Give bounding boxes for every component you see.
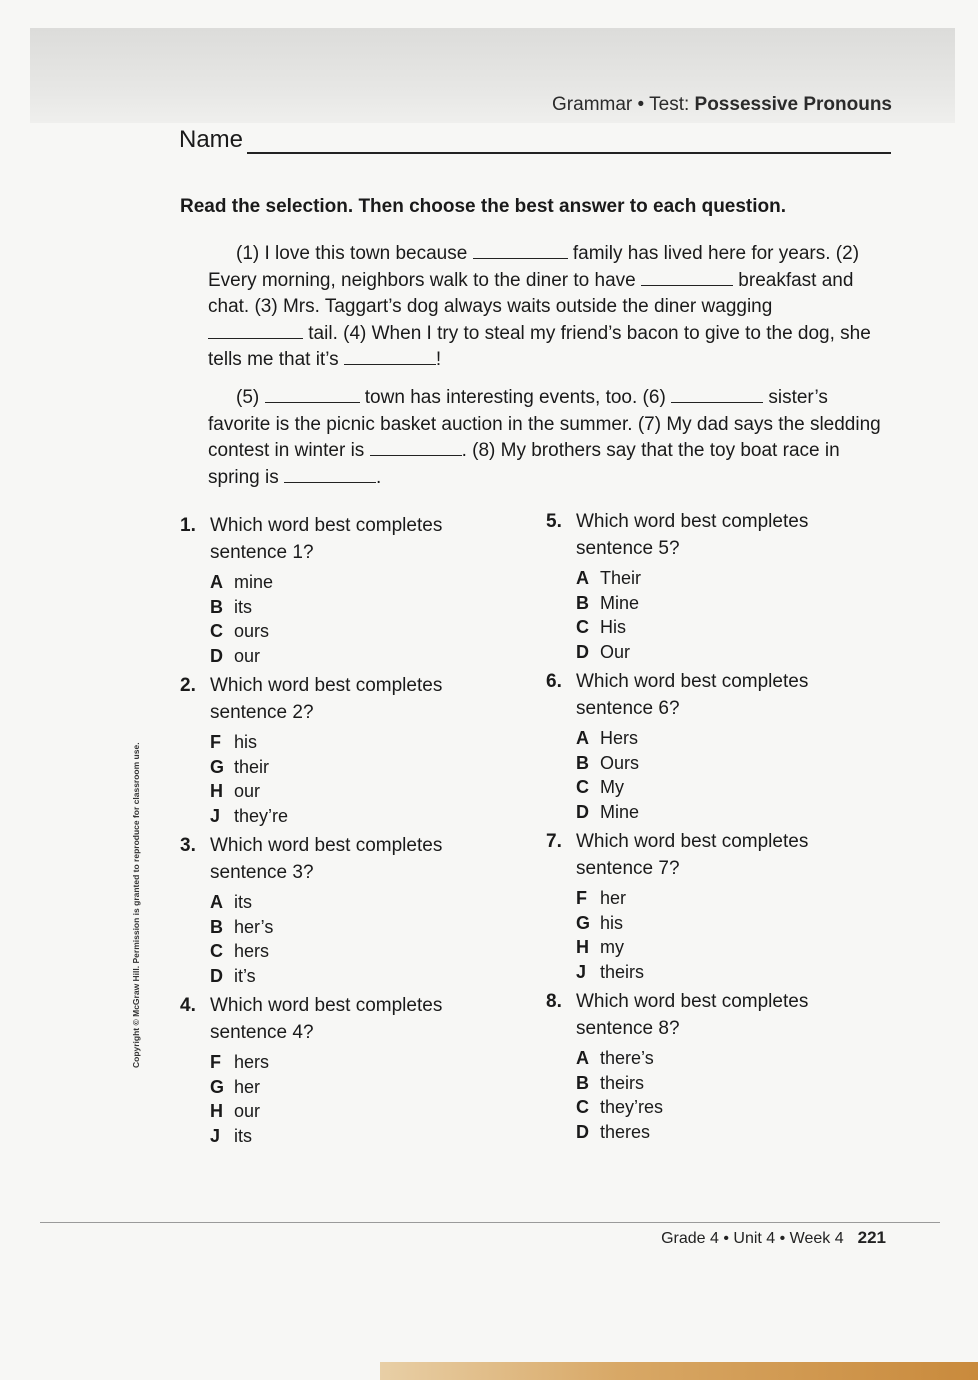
answer-blank bbox=[284, 466, 376, 483]
question-text: Which word best completes sentence 7? bbox=[576, 831, 809, 879]
answer-choice[interactable] bbox=[210, 1124, 520, 1149]
choice-letter: J bbox=[210, 805, 221, 826]
question-2 bbox=[180, 672, 520, 828]
choice-text: its bbox=[234, 596, 252, 617]
header-separator: • bbox=[632, 94, 650, 115]
question-6 bbox=[546, 668, 886, 824]
choice-letter: B bbox=[210, 916, 223, 937]
header-section: Grammar bbox=[552, 94, 633, 115]
answer-blank bbox=[671, 386, 763, 403]
choice-text: her bbox=[234, 1076, 261, 1097]
choice-text: her bbox=[600, 888, 627, 908]
questions-column-right bbox=[546, 508, 886, 1148]
question-text: Which word best completes sentence 2? bbox=[210, 675, 443, 723]
choice-letter: J bbox=[210, 1125, 221, 1146]
choice-letter: B bbox=[210, 596, 223, 617]
name-line[interactable] bbox=[247, 132, 891, 154]
choice-text: hers bbox=[234, 1052, 270, 1072]
choice-letter: C bbox=[576, 777, 589, 797]
choice-letter: J bbox=[576, 961, 587, 982]
answer-choice[interactable] bbox=[576, 726, 886, 751]
answer-choice[interactable] bbox=[210, 644, 520, 669]
answer-choice[interactable] bbox=[576, 775, 886, 800]
page-number: 221 bbox=[857, 1228, 886, 1247]
question-3 bbox=[180, 832, 520, 988]
choice-letter: F bbox=[210, 1052, 221, 1072]
choice-text: his bbox=[600, 912, 624, 933]
question-number: 6. bbox=[546, 671, 562, 692]
choice-letter: B bbox=[576, 1072, 589, 1093]
choice-text: mine bbox=[234, 572, 274, 592]
choice-letter: C bbox=[210, 941, 223, 961]
choice-letter: H bbox=[210, 1101, 223, 1121]
answer-choice[interactable] bbox=[210, 890, 520, 915]
choice-letter: D bbox=[576, 801, 589, 822]
choice-letter: C bbox=[576, 1097, 589, 1117]
answer-choice[interactable] bbox=[576, 1046, 886, 1071]
question-text: Which word best completes sentence 1? bbox=[210, 515, 443, 563]
answer-choice[interactable] bbox=[210, 939, 520, 964]
passage-text: . (8) My brothers say that the toy boat race in spring is bbox=[208, 440, 840, 488]
choice-list bbox=[210, 730, 520, 828]
choice-text: Mine bbox=[600, 801, 640, 822]
choice-text: its bbox=[234, 892, 252, 912]
question-number: 5. bbox=[546, 511, 562, 532]
answer-choice[interactable] bbox=[576, 1095, 886, 1120]
choice-text: theirs bbox=[600, 961, 645, 982]
choice-letter: A bbox=[576, 1048, 589, 1068]
answer-choice[interactable] bbox=[576, 1071, 886, 1096]
choice-letter: G bbox=[210, 1076, 225, 1097]
question-4 bbox=[180, 992, 520, 1148]
questions-column-left bbox=[180, 512, 520, 1152]
choice-text: theres bbox=[600, 1121, 651, 1142]
choice-text: ours bbox=[234, 621, 270, 641]
passage-text: breakfast and chat. (3) Mrs. Taggart’s dog always waits outside the diner wagging bbox=[208, 269, 854, 317]
answer-choice[interactable] bbox=[576, 800, 886, 825]
passage-text: sister’s favorite is the picnic basket auction in the summer. (7) My dad says the sledding contest in winter is bbox=[208, 387, 881, 461]
choice-letter: A bbox=[210, 572, 223, 592]
choice-text: Ours bbox=[600, 752, 640, 773]
question-5 bbox=[546, 508, 886, 664]
choice-text: My bbox=[600, 777, 624, 797]
passage-text: family has lived here for years. (2) Every morning, neighbors walk to the diner to have bbox=[208, 243, 860, 291]
answer-blank bbox=[473, 242, 568, 259]
question-text: Which word best completes sentence 6? bbox=[576, 671, 809, 719]
choice-letter: H bbox=[576, 937, 589, 957]
answer-choice[interactable] bbox=[576, 886, 886, 911]
choice-text: they’re bbox=[234, 805, 289, 826]
choice-letter: A bbox=[576, 568, 589, 588]
choice-text: Our bbox=[600, 641, 631, 662]
question-number: 3. bbox=[180, 835, 196, 856]
answer-choice[interactable] bbox=[210, 804, 520, 829]
instructions: Read the selection. Then choose the best answer to each question. bbox=[180, 196, 787, 217]
passage-text: ! bbox=[435, 349, 442, 370]
header-topic: Possessive Pronouns bbox=[694, 94, 892, 115]
choice-text: our bbox=[234, 781, 261, 801]
choice-text: our bbox=[234, 1101, 261, 1121]
choice-letter: F bbox=[210, 732, 221, 752]
answer-blank bbox=[265, 386, 360, 403]
passage-text: town has interesting events, too. (6) bbox=[359, 387, 672, 408]
choice-text: Their bbox=[600, 568, 642, 588]
header-test-label: Test: bbox=[649, 94, 695, 115]
answer-choice[interactable] bbox=[576, 1120, 886, 1145]
footer-divider bbox=[40, 1222, 940, 1223]
passage-text: (1) I love this town because bbox=[236, 243, 473, 264]
question-number: 1. bbox=[180, 515, 196, 536]
table-surface bbox=[380, 1362, 978, 1380]
choice-text: theirs bbox=[600, 1072, 645, 1093]
answer-choice[interactable] bbox=[576, 566, 886, 591]
choice-text: hers bbox=[234, 941, 270, 961]
answer-blank bbox=[208, 322, 303, 339]
passage-text: . bbox=[376, 466, 382, 488]
choice-list bbox=[576, 886, 886, 984]
footer-location: Grade 4 • Unit 4 • Week 4 bbox=[661, 1230, 844, 1247]
choice-letter: G bbox=[576, 912, 591, 933]
answer-choice[interactable] bbox=[576, 615, 886, 640]
choice-text: their bbox=[234, 756, 270, 777]
answer-choice[interactable] bbox=[576, 591, 886, 616]
answer-choice[interactable] bbox=[210, 1050, 520, 1075]
answer-choice[interactable] bbox=[210, 1099, 520, 1124]
passage-paragraph-2 bbox=[208, 385, 888, 491]
answer-choice[interactable] bbox=[210, 779, 520, 804]
question-number: 8. bbox=[546, 991, 562, 1012]
question-text: Which word best completes sentence 5? bbox=[576, 511, 809, 559]
choice-letter: G bbox=[210, 756, 225, 777]
passage-text: tail. (4) When I try to steal my friend’s bacon to give to the dog, she tells me that it’s bbox=[208, 322, 871, 370]
answer-choice[interactable] bbox=[210, 595, 520, 620]
choice-letter: D bbox=[576, 641, 589, 662]
answer-choice[interactable] bbox=[210, 570, 520, 595]
answer-blank bbox=[641, 269, 733, 286]
choice-list bbox=[210, 890, 520, 988]
answer-choice[interactable] bbox=[210, 619, 520, 644]
answer-choice[interactable] bbox=[576, 911, 886, 936]
answer-choice[interactable] bbox=[576, 960, 886, 985]
answer-choice[interactable] bbox=[210, 730, 520, 755]
choice-text: Hers bbox=[600, 728, 639, 748]
choice-list bbox=[210, 1050, 520, 1148]
answer-choice[interactable] bbox=[210, 964, 520, 989]
choice-list bbox=[576, 726, 886, 824]
choice-text: my bbox=[600, 937, 624, 957]
choice-letter: A bbox=[576, 728, 589, 748]
choice-letter: B bbox=[576, 752, 589, 773]
choice-text: His bbox=[600, 617, 626, 637]
answer-blank bbox=[370, 439, 462, 456]
choice-text: they’res bbox=[600, 1097, 664, 1117]
answer-choice[interactable] bbox=[210, 915, 520, 940]
choice-text: it’s bbox=[234, 965, 256, 986]
name-row bbox=[179, 126, 891, 154]
question-number: 7. bbox=[546, 831, 562, 852]
choice-text: her’s bbox=[234, 916, 274, 937]
choice-list bbox=[576, 566, 886, 664]
answer-blank bbox=[344, 348, 436, 365]
choice-letter: D bbox=[210, 965, 223, 986]
page-header bbox=[552, 94, 892, 116]
page-footer bbox=[661, 1228, 886, 1248]
choice-letter: A bbox=[210, 892, 223, 912]
question-text: Which word best completes sentence 4? bbox=[210, 995, 443, 1043]
name-label: Name bbox=[179, 126, 244, 153]
choice-text: Mine bbox=[600, 592, 640, 613]
choice-letter: C bbox=[576, 617, 589, 637]
answer-choice[interactable] bbox=[210, 1075, 520, 1100]
choice-list bbox=[576, 1046, 886, 1144]
question-number: 4. bbox=[180, 995, 196, 1016]
choice-text: there’s bbox=[600, 1048, 654, 1068]
question-text: Which word best completes sentence 8? bbox=[576, 991, 809, 1039]
answer-choice[interactable] bbox=[576, 640, 886, 665]
choice-letter: C bbox=[210, 621, 223, 641]
choice-letter: H bbox=[210, 781, 223, 801]
question-number: 2. bbox=[180, 675, 196, 696]
answer-choice[interactable] bbox=[576, 935, 886, 960]
choice-list bbox=[210, 570, 520, 668]
choice-letter: B bbox=[576, 592, 589, 613]
question-1 bbox=[180, 512, 520, 668]
choice-text: its bbox=[234, 1125, 252, 1146]
answer-choice[interactable] bbox=[576, 751, 886, 776]
copyright-notice: Copyright © McGraw Hill. Permission is granted to reproduce for classroom use. bbox=[131, 742, 141, 1068]
passage-text: (5) bbox=[236, 387, 265, 408]
answer-choice[interactable] bbox=[210, 755, 520, 780]
choice-letter: D bbox=[576, 1121, 589, 1142]
choice-text: his bbox=[234, 732, 258, 752]
question-text: Which word best completes sentence 3? bbox=[210, 835, 443, 883]
choice-letter: F bbox=[576, 888, 587, 908]
question-8 bbox=[546, 988, 886, 1144]
choice-letter: D bbox=[210, 645, 223, 666]
question-7 bbox=[546, 828, 886, 984]
passage-paragraph-1 bbox=[208, 241, 888, 374]
choice-text: our bbox=[234, 645, 261, 666]
